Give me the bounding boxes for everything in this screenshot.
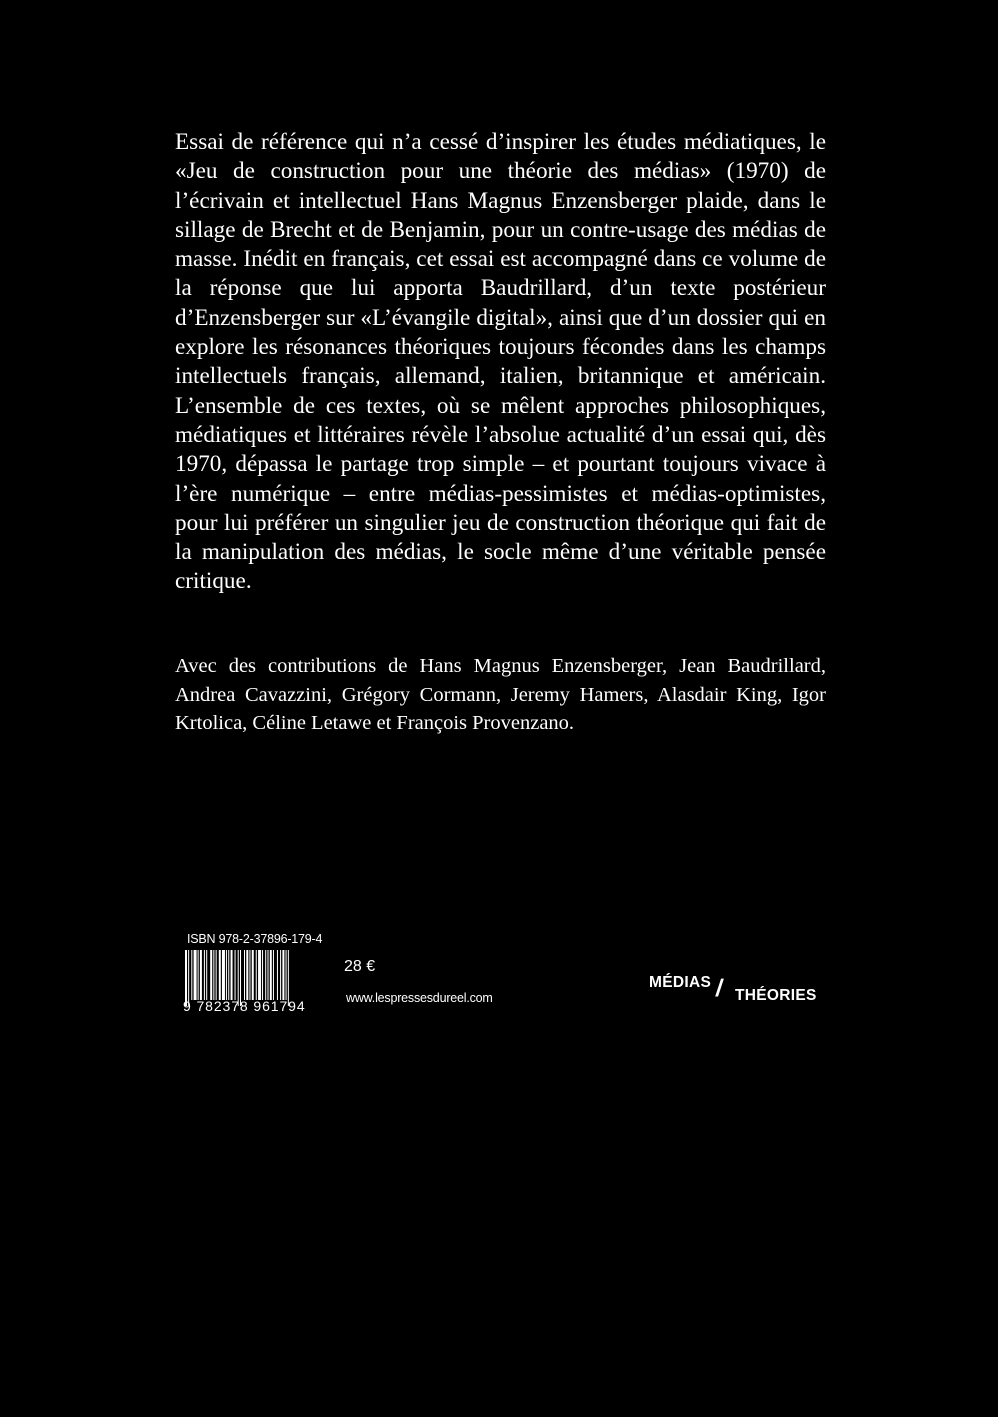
price-label: 28 € xyxy=(344,958,376,975)
publisher-website: www.lespressesdureel.com xyxy=(346,991,493,1005)
barcode-digits: 9 782378 961794 xyxy=(183,998,306,1014)
isbn-label: ISBN 978-2-37896-179-4 xyxy=(187,932,323,946)
collection-logo-slash: / xyxy=(714,975,725,1002)
collection-logo-theories: THÉORIES xyxy=(735,987,817,1004)
collection-logo xyxy=(649,972,829,1012)
contributors-text: Avec des contributions de Hans Magnus Enzensberger, Jean Baudrillard, Andrea Cavazzini, Grégory Cormann, Jeremy Hamers, Alasdair King, Igor Krtolica, Céline Letawe et François Provenzano. xyxy=(175,655,826,734)
collection-logo-medias: MÉDIAS xyxy=(649,974,712,991)
blurb-text: Essai de référence qui n’a cessé d’inspirer les études médiatiques, le «Jeu de construction pour une théorie des médias» (1970) de l’écrivain et intellectuel Hans Magnus Enzensberger plaide, dans le sillage de Brecht et de Benjamin, pour un contre-usage des médias de masse. Inédit en français, cet essai est accompagné dans ce volume de la réponse que lui apporta Baudrillard, d’un texte postérieur d’Enzensberger sur «L’évangile digital», ainsi que d’un dossier qui en explore les résonances théoriques toujours fécondes dans les champs intellectuels français, allemand, italien, britannique et américain. L’ensemble de ces textes, où se mêlent approches philosophiques, médiatiques et littéraires révèle l’absolue actualité d’un essai qui, dès 1970, dépassa le partage trop simple – et pourtant toujours vivace à l’ère numérique – entre médias-pessimistes et médias-optimistes, pour lui préférer un singulier jeu de construction théorique qui fait de la manipulation des médias, le socle même d’une véritable pensée critique. xyxy=(175,129,826,595)
isbn-barcode xyxy=(183,932,323,1022)
